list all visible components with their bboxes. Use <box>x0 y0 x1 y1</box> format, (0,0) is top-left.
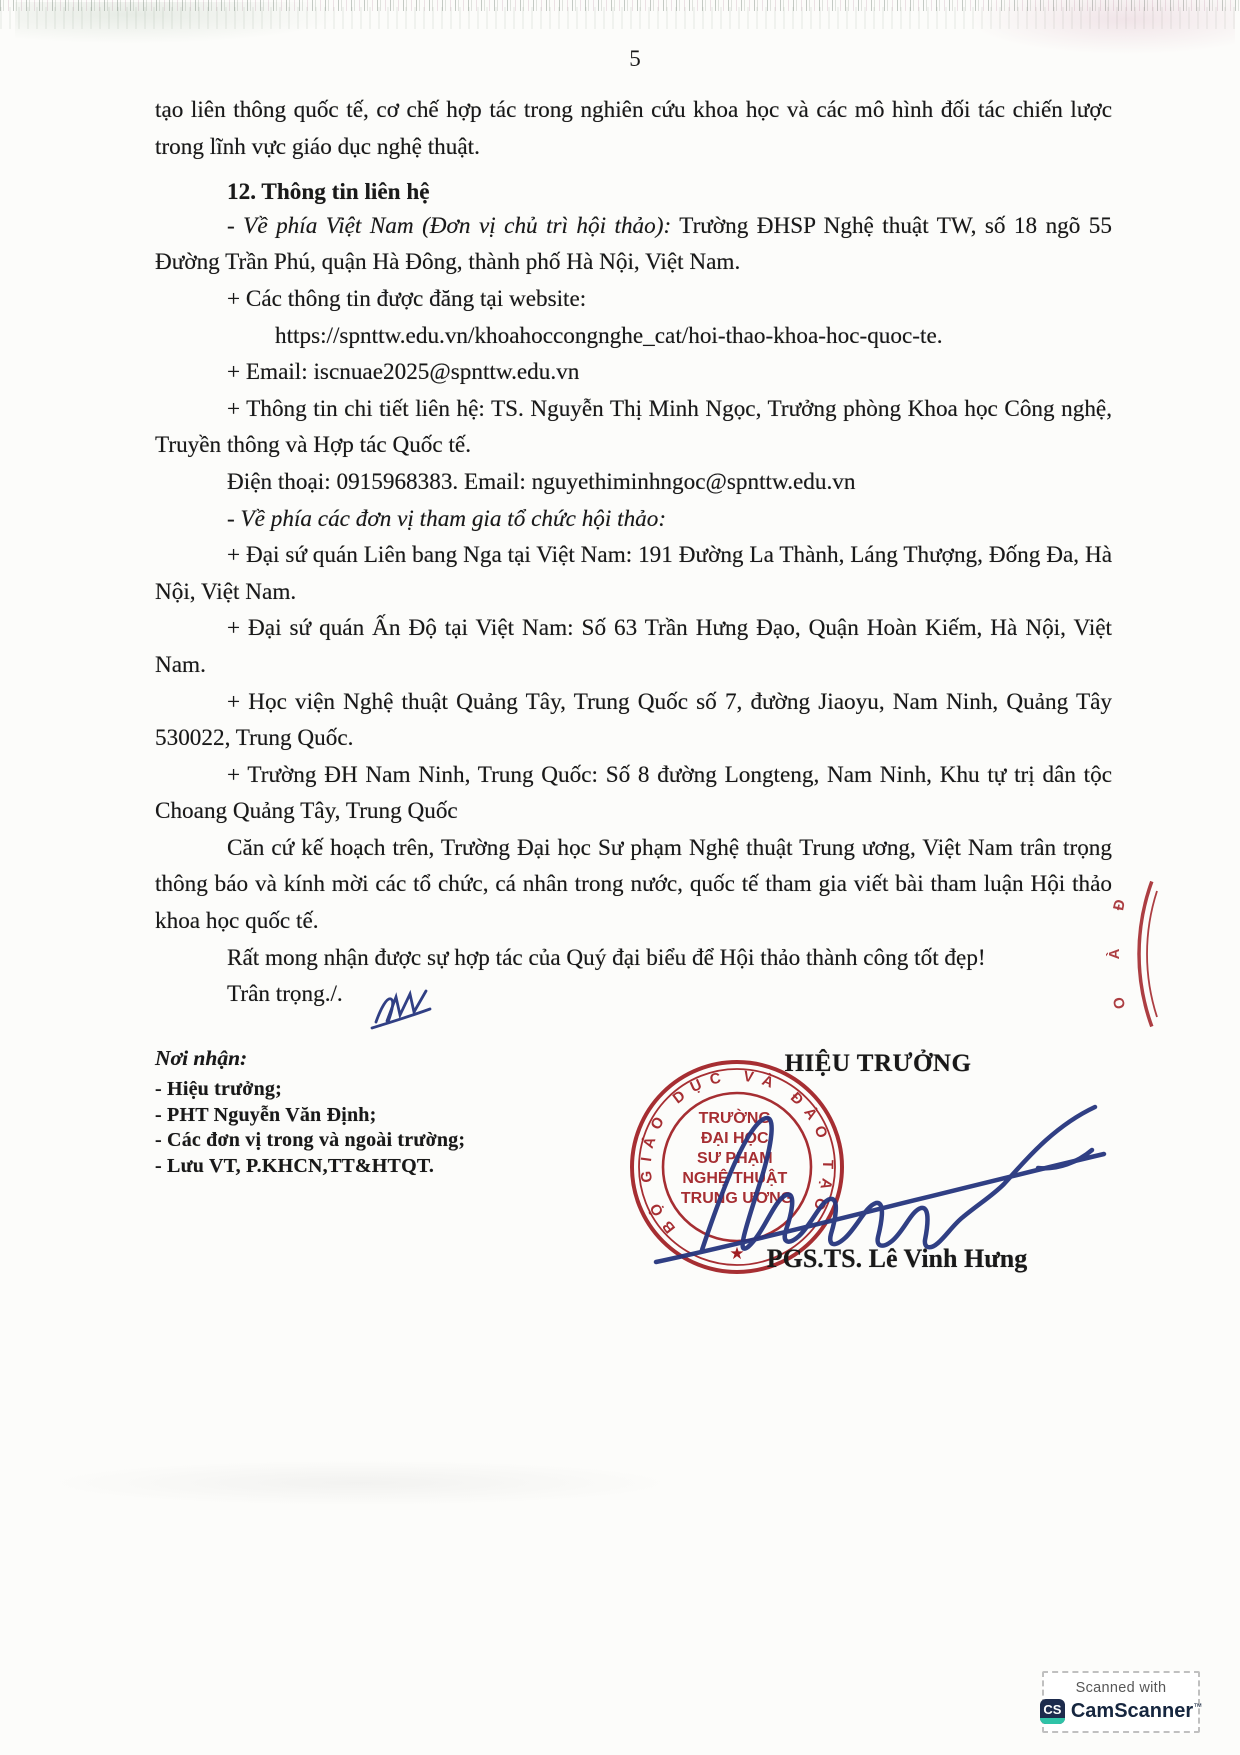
paragraph-website-label: + Các thông tin được đăng tại website: <box>227 285 587 312</box>
vietnam-side-rest: Trường ĐHSP Nghệ thuật TW, số 18 ngõ 55 Đường Trần Phú, quận Hà Đông, thành phố Hà Nội, Việt Nam. <box>155 212 1112 276</box>
paragraph-vietnam-side <box>155 208 1112 281</box>
page-number: 5 <box>629 46 641 71</box>
paragraph-partners-label: - Về phía các đơn vị tham gia tổ chức hội thảo: <box>227 505 667 532</box>
section-heading: 12. Thông tin liên hệ <box>227 179 430 206</box>
paragraph-email: + Email: iscnuae2025@spnttw.edu.vn <box>227 359 580 386</box>
recipients-heading: Nơi nhận: <box>155 1046 248 1070</box>
paragraph-partner-russia: + Đại sứ quán Liên bang Nga tại Việt Nam: 191 Đường La Thành, Láng Thượng, Đống Đa, Hà Nội, Việt Nam. <box>155 542 1112 605</box>
recipient-item: - PHT Nguyễn Văn Định; <box>155 1103 377 1126</box>
partial-stamp-letter: À <box>1106 948 1123 960</box>
stamp-star-icon: ★ <box>729 1244 745 1263</box>
paragraph-contact-detail: + Thông tin chi tiết liên hệ: TS. Nguyễn Thị Minh Ngọc, Trưởng phòng Khoa học Công nghệ, Truyền thông và Hợp tác Quốc tế. <box>155 395 1112 459</box>
camscanner-watermark <box>1042 1671 1203 1733</box>
scan-smudge-bottom <box>40 1460 680 1506</box>
paragraph-intro: tạo liên thông quốc tế, cơ chế hợp tác trong nghiên cứu khoa học và các mô hình đối tác chiến lược trong lĩnh vực giáo dục nghệ thuật. <box>155 97 1112 160</box>
signer-name: PGS.TS. Lê Vinh Hưng <box>766 1244 1028 1273</box>
handwritten-signature <box>640 1090 1120 1290</box>
partial-stamp-letter: Đ <box>1110 897 1130 913</box>
stamp-rim-text: BỘ GIÁO DỤC VÀ ĐÀO TẠO <box>637 1067 837 1237</box>
recipient-item: - Lưu VT, P.KHCN,TT&HTQT. <box>155 1154 435 1177</box>
camscanner-brand-text: CamScanner™ <box>1070 1700 1203 1722</box>
recipients-block <box>155 1046 585 1179</box>
paragraph-partner-nanning: + Trường ĐH Nam Ninh, Trung Quốc: Số 8 đường Longteng, Nam Ninh, Khu tự trị dân tộc Choang Quảng Tây, Trung Quốc <box>155 761 1112 825</box>
scan-smudge-top-right <box>965 0 1235 55</box>
stamp-center-text: TRƯỜNG ĐẠI HỌC SƯ PHẠM NGHỆ THUẬT TRUNG ƯƠNG <box>680 1110 794 1207</box>
partial-stamp-letter: O <box>1110 995 1130 1011</box>
camscanner-logo-icon: CS <box>1040 1699 1065 1724</box>
paragraph-partner-guangxi: + Học viện Nghệ thuật Quảng Tây, Trung Quốc số 7, đường Jiaoyu, Nam Ninh, Quảng Tây 530022, Trung Quốc. <box>155 688 1112 752</box>
paragraph-phone: Điện thoại: 0915968383. Email: nguyethiminhngoc@spnttw.edu.vn <box>227 468 856 495</box>
document-body <box>155 92 1112 1013</box>
paragraph-closing-1: Căn cứ kế hoạch trên, Trường Đại học Sư phạm Nghệ thuật Trung ương, Việt Nam trân trọng thông báo và kính mời các tổ chức, cá nhân trong nước, quốc tế tham gia viết bài tham luận Hội thảo khoa học quốc tế. <box>155 834 1112 935</box>
signature-title: HIỆU TRƯỞNG <box>784 1050 972 1077</box>
vietnam-side-label: - Về phía Việt Nam (Đơn vị chủ trì hội thảo): <box>227 212 672 239</box>
recipient-item: - Hiệu trưởng; <box>155 1078 282 1100</box>
paragraph-closing-3: Trân trọng./. <box>227 981 343 1008</box>
recipient-item: - Các đơn vị trong và ngoài trường; <box>155 1129 466 1152</box>
camscanner-scanned-with-text: Scanned with <box>1075 1680 1167 1696</box>
paragraph-closing-2: Rất mong nhận được sự hợp tác của Quý đại biểu để Hội thảo thành công tốt đẹp! <box>227 944 986 971</box>
handwritten-initial-squiggle <box>366 984 446 1034</box>
trademark-symbol: ™ <box>1193 1701 1203 1712</box>
camscanner-logo-teal-bar <box>1040 1718 1065 1724</box>
website-url: https://spnttw.edu.vn/khoahoccongnghe_cat/hoi-thao-khoa-hoc-quoc-te. <box>275 322 943 349</box>
scan-smudge-top-left <box>15 2 345 44</box>
partial-stamp-edge <box>1106 826 1240 1096</box>
paragraph-partner-india: + Đại sứ quán Ấn Độ tại Việt Nam: Số 63 Trần Hưng Đạo, Quận Hoàn Kiếm, Hà Nội, Việt Nam. <box>155 615 1112 678</box>
